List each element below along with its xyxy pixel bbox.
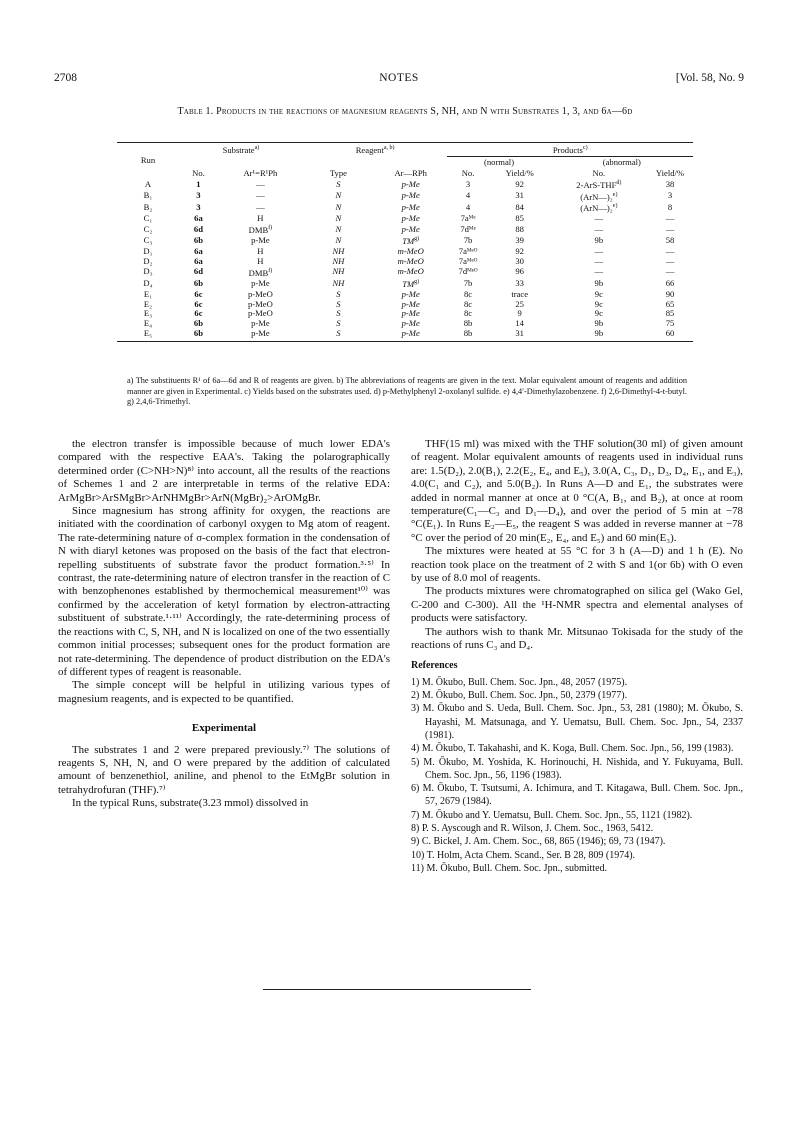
experimental-heading: Experimental xyxy=(191,722,257,735)
table-body xyxy=(117,179,693,339)
cell-abnormal-yield: 90 xyxy=(665,288,675,299)
cell-run: C₁ xyxy=(143,212,153,223)
cell-ar: p-Me xyxy=(251,318,270,329)
cell-arrph: p-Me xyxy=(401,318,420,329)
table-row xyxy=(117,329,693,339)
cell-type: NH xyxy=(332,266,345,277)
cell-abnormal-yield: — xyxy=(665,245,675,256)
cell-yield: 96 xyxy=(515,266,524,277)
cell-ar: p-Me xyxy=(251,328,270,339)
cell-run: C₃ xyxy=(143,235,153,246)
cell-arrph: m-MeO xyxy=(397,245,424,256)
cell-product-no: 4 xyxy=(465,190,471,201)
cell-ar: p-MeO xyxy=(247,288,273,299)
reference-item: 1) M. Ōkubo, Bull. Chem. Soc. Jpn., 48, 2057 (1975). xyxy=(411,676,628,688)
cell-substrate-no: 6b xyxy=(193,278,203,289)
body-paragraph: The authors wish to thank Mr. Mitsunao Tokisada for the study of the reactions of runs C₃ and D₄. xyxy=(411,625,743,652)
cell-run: B₂ xyxy=(143,202,153,213)
col-run: Run xyxy=(140,155,156,166)
body-paragraph: Since magnesium has strong affinity for oxygen, the reactions are initiated with the coordination of carbonyl oxygen to Mg atom of reagent. The rate-determining nature of σ-complex formation in the condensation of N with diaryl ketones was proposed on the basis of the fact that electron-repelling substituents of substrate favor the product formation.³·⁵⁾ In contrast, the rate-determining nature of electron transfer in the reaction of C with benzophenones established by thermochemical measurement¹⁰⁾ was confirmed by the acceleration of ketyl formation by electron-attracting substituent of substrate.¹·¹¹⁾ Accordingly, the rate-determining process of the reactions with C, S, NH, and N is localized on one of the two essentially common initial processes; subsequent ones for the product formation are not rate-determining. The dependence of product distribution on the EDA's of different types of reagent is reasonable. xyxy=(58,505,390,678)
cell-substrate-no: 6c xyxy=(194,288,203,299)
cell-product-no: 7aᴹᵉ xyxy=(460,212,476,223)
cell-product-no: 7dᴹᵉ xyxy=(460,223,476,234)
cell-abnormal-yield: 85 xyxy=(665,308,675,319)
cell-type: S xyxy=(336,288,341,299)
cell-ar: p-MeO xyxy=(247,308,273,319)
cell-type: S xyxy=(336,298,341,309)
cell-ar: DMB$^{f)}$ xyxy=(248,224,273,235)
cell-ar: H xyxy=(257,212,264,223)
col-reagent: Reagent$^{a, b)}$ xyxy=(355,145,395,156)
table-row xyxy=(117,191,693,203)
references xyxy=(411,659,743,876)
col-yield: Yield/% xyxy=(505,167,534,178)
section-title: NOTES xyxy=(379,72,419,84)
cell-ar: — xyxy=(256,202,265,213)
table-row xyxy=(117,267,693,279)
cell-yield: 92 xyxy=(515,245,524,256)
table-row xyxy=(117,257,693,267)
reference-item: 7) M. Ōkubo and Y. Uematsu, Bull. Chem. Soc. Jpn., 55, 1121 (1982). xyxy=(411,809,693,821)
cell-yield: 92 xyxy=(515,178,524,189)
cell-abnormal-no: — xyxy=(594,266,604,277)
cell-abnormal-yield: 58 xyxy=(665,235,675,246)
body-paragraph: The products mixtures were chromatographed on silica gel (Wako Gel, C-200 and C-300). All the ¹H-NMR spectra and elemental analyses of products were satisfactory. xyxy=(411,585,743,625)
cell-product-no: 8b xyxy=(463,318,473,329)
cell-arrph: TM$^{g)}$ xyxy=(402,279,420,290)
cell-arrph: m-MeO xyxy=(397,266,424,277)
cell-type: N xyxy=(335,202,342,213)
cell-yield: 30 xyxy=(515,255,524,266)
cell-abnormal-no: (ArN—)₂$^{e)}$ xyxy=(580,203,618,214)
cell-substrate-no: 6a xyxy=(194,255,203,266)
cell-ar: H xyxy=(257,245,264,256)
col-ayield: Yield/% xyxy=(655,167,685,178)
cell-yield: 88 xyxy=(515,223,524,234)
cell-substrate-no: 3 xyxy=(196,190,201,201)
col-pno: No. xyxy=(461,167,475,178)
reference-item: 11) M. Ōkubo, Bull. Chem. Soc. Jpn., submitted. xyxy=(411,862,608,874)
cell-run: D₂ xyxy=(143,255,153,266)
col-abnormal: (abnormal) xyxy=(551,156,693,168)
cell-yield: 31 xyxy=(515,190,524,201)
cell-run: E₅ xyxy=(143,328,153,339)
cell-run: A xyxy=(144,178,152,189)
cell-yield: 33 xyxy=(515,278,524,289)
cell-run: D₄ xyxy=(143,278,153,289)
col-ano: No. xyxy=(592,167,606,178)
experimental-paragraph: In the typical Runs, substrate(3.23 mmol) dissolved in xyxy=(72,797,309,810)
cell-arrph: p-Me xyxy=(401,178,420,189)
cell-substrate-no: 3 xyxy=(196,202,201,213)
cell-type: N xyxy=(335,190,342,201)
body-paragraph: The mixtures were heated at 55 °C for 3 h (A—D) and 1 h (E). No reaction took place on the treatment of 2 with S and 1(or 6b) with O even by use of 8.0 mol of reagents. xyxy=(411,545,743,585)
cell-arrph: p-Me xyxy=(401,298,420,309)
table-row xyxy=(117,214,693,224)
cell-ar: H xyxy=(257,255,264,266)
col-products: Products$^{c)}$ xyxy=(552,144,588,155)
cell-abnormal-yield: — xyxy=(665,266,675,277)
reference-item: 4) M. Ōkubo, T. Takahashi, and K. Koga, Bull. Chem. Soc. Jpn., 56, 199 (1983). xyxy=(411,743,734,755)
cell-product-no: 3 xyxy=(465,178,471,189)
cell-yield: 25 xyxy=(515,298,524,309)
cell-abnormal-no: 9b xyxy=(594,328,604,339)
products-table xyxy=(117,142,693,342)
experimental-paragraph: The substrates 1 and 2 were prepared previously.⁷⁾ The solutions of reagents S, NH, N, and O were prepared by the addition of calculated amount of benzenethiol, aniline, and phenol to the EtMgBr solution in tetrahydrofuran (THF).⁷⁾ xyxy=(58,743,390,796)
cell-abnormal-yield: 8 xyxy=(667,202,673,213)
cell-arrph: TM$^{g)}$ xyxy=(402,236,420,247)
cell-abnormal-yield: — xyxy=(665,223,675,234)
cell-ar: — xyxy=(256,190,265,201)
cell-run: D₃ xyxy=(143,266,153,277)
cell-type: NH xyxy=(332,255,345,266)
cell-product-no: 8c xyxy=(463,298,473,309)
page-number: 2708 xyxy=(54,72,77,84)
cell-abnormal-yield: — xyxy=(665,255,675,266)
cell-abnormal-no: — xyxy=(594,255,604,266)
cell-run: E₁ xyxy=(143,288,153,299)
cell-arrph: p-Me xyxy=(401,190,420,201)
cell-arrph: p-Me xyxy=(401,212,420,223)
right-column xyxy=(411,438,743,875)
cell-product-no: 7aᴹᵉᴼ xyxy=(458,255,478,266)
cell-ar: DMB$^{f)}$ xyxy=(248,267,273,278)
cell-abnormal-no: 9c xyxy=(594,308,603,319)
cell-substrate-no: 1 xyxy=(196,178,201,189)
end-rule xyxy=(263,989,531,990)
cell-arrph: p-Me xyxy=(401,202,420,213)
cell-arrph: m-MeO xyxy=(397,255,424,266)
cell-product-no: 7aᴹᵉᴼ xyxy=(458,245,478,256)
cell-substrate-no: 6d xyxy=(193,223,203,234)
left-column xyxy=(58,438,390,811)
cell-product-no: 7dᴹᵉᴼ xyxy=(458,266,478,277)
cell-abnormal-yield: 75 xyxy=(665,318,675,329)
cell-yield: 14 xyxy=(515,318,524,329)
table-caption: Table 1. Products in the reactions of magnesium reagents S, NH, and N with Substrates 1, 3, and 6a—6d xyxy=(177,106,633,117)
cell-abnormal-no: — xyxy=(594,223,604,234)
cell-run: E₂ xyxy=(143,298,153,309)
body-paragraph: The simple concept will be helpful in utilizing various types of magnesium reagents, and is expected to be quantified. xyxy=(58,679,390,705)
cell-abnormal-no: 9b xyxy=(594,278,604,289)
table-row xyxy=(117,224,693,236)
cell-run: B₁ xyxy=(143,190,153,201)
cell-product-no: 8c xyxy=(463,288,473,299)
cell-abnormal-no: 9c xyxy=(594,298,603,309)
cell-ar: p-Me xyxy=(251,278,270,289)
cell-abnormal-no: (ArN—)₂$^{e)}$ xyxy=(580,191,618,202)
table-row xyxy=(117,179,693,191)
cell-type: N xyxy=(335,235,342,246)
col-arrph: Ar—RPh xyxy=(394,167,427,178)
cell-product-no: 8c xyxy=(463,308,473,319)
cell-abnormal-no: 9b xyxy=(594,235,604,246)
cell-substrate-no: 6c xyxy=(194,308,203,319)
cell-abnormal-no: 9b xyxy=(594,318,604,329)
col-type: Type xyxy=(329,167,347,178)
cell-substrate-no: 6d xyxy=(193,266,203,277)
cell-substrate-no: 6c xyxy=(194,298,203,309)
cell-type: N xyxy=(335,212,342,223)
cell-substrate-no: 6a xyxy=(194,212,203,223)
cell-type: N xyxy=(335,223,342,234)
cell-arrph: p-Me xyxy=(401,308,420,319)
cell-substrate-no: 6b xyxy=(193,235,203,246)
col-no: No. xyxy=(192,167,205,178)
reference-item: 9) C. Bickel, J. Am. Chem. Soc., 68, 865 (1946); 69, 73 (1947). xyxy=(411,836,666,848)
col-ar: Ar¹=R¹Ph xyxy=(243,167,278,178)
cell-type: NH xyxy=(332,278,345,289)
cell-substrate-no: 6b xyxy=(193,318,203,329)
body-paragraph: the electron transfer is impossible because of much lower EDA's compared with the respective EAA's. Taking the polarographically determined order (C>NH>N)⁸⁾ into account, all the results of the reactions of Schemes 1 and 2 are interpretable in terms of the relative EDA: ArMgBr>ArSMgBr>ArNHMgBr>ArN(MgBr)₂>ArOMgBr. xyxy=(58,438,390,504)
reference-item: 2) M. Ōkubo, Bull. Chem. Soc. Jpn., 50, 2379 (1977). xyxy=(411,690,628,702)
cell-product-no: 7b xyxy=(463,235,473,246)
table-footnotes: a) The substituents R¹ of 6a—6d and R of reagents are given. b) The abbreviations of reagents are given in the text. Molar equivalent amount of reagents and addition manner are given in Experimental. c) Yields based on the substrates used. d) p-Methylphenyl 2-oxolanyl sulfide. e) 4,4′-Dimethylazobenzene. f) 2,6-Dimethyl-4-t-butyl. g) 2,4,6-Trimethyl. xyxy=(127,376,687,407)
cell-product-no: 8b xyxy=(463,328,473,339)
cell-substrate-no: 6b xyxy=(193,328,203,339)
cell-substrate-no: 6a xyxy=(194,245,203,256)
cell-abnormal-yield: 3 xyxy=(667,190,673,201)
cell-yield: trace xyxy=(511,288,529,299)
running-header xyxy=(54,72,744,88)
reference-item: 10) T. Holm, Acta Chem. Scand., Ser. B 28, 809 (1974). xyxy=(411,849,636,861)
cell-run: E₃ xyxy=(143,308,153,319)
cell-type: S xyxy=(336,318,341,329)
cell-abnormal-yield: 66 xyxy=(665,278,675,289)
references-heading: References xyxy=(411,659,458,671)
cell-arrph: p-Me xyxy=(401,328,420,339)
cell-abnormal-no: 9c xyxy=(594,288,603,299)
cell-abnormal-no: 2-ArS-THF$^{d)}$ xyxy=(576,179,622,190)
cell-run: D₁ xyxy=(143,245,153,256)
cell-yield: 84 xyxy=(515,202,524,213)
cell-ar: — xyxy=(256,178,265,189)
reference-item: 3) M. Ōkubo and S. Ueda, Bull. Chem. Soc. Jpn., 53, 281 (1980); M. Ōkubo, S. Hayashi, M. Matsunaga, and Y. Uematsu, Bull. Chem. Soc. Jpn., 54, 2337 (1981). xyxy=(411,703,743,741)
cell-abnormal-yield: 60 xyxy=(665,328,675,339)
cell-yield: 31 xyxy=(515,328,524,339)
col-normal: (normal) xyxy=(447,156,550,168)
cell-run: E₄ xyxy=(143,318,153,329)
cell-product-no: 4 xyxy=(465,202,471,213)
cell-yield: 9 xyxy=(517,308,522,319)
body-paragraph: THF(15 ml) was mixed with the THF solution(30 ml) of given amount of reagent. Molar equivalent amounts of reagents used in individual runs are: 1.5(D₂), 2.0(B₁), 2.2(E₂, E₄, and E₅), 3.0(A, C₃, D₁, D₃, D₄, E₁, and E₃), 4.0(C₁ and C₂), and 5.0(B₂). In Runs A—D and E₁, the substrates were added in normal manner at once at 0 °C(A, B₁, and B₂), at once at room temperature(C₁—C₃ and D₁—D₄), and over the period of 5 min at −78 °C(E₁). In Runs E₂—E₅, the reagent S was added in reverse manner at −78 °C over the period of 20 min(E₂, E₄, and E₅) and 60 min(E₃). xyxy=(411,438,743,544)
cell-abnormal-no: — xyxy=(594,212,604,223)
cell-type: NH xyxy=(332,245,345,256)
cell-type: S xyxy=(336,328,341,339)
cell-abnormal-yield: — xyxy=(665,212,675,223)
reference-item: 5) M. Ōkubo, M. Yoshida, K. Horinouchi, H. Nishida, and Y. Fukuyama, Bull. Chem. Soc. Jpn., 56, 1196 (1983). xyxy=(411,756,743,781)
reference-item: 6) M. Ōkubo, T. Tsutsumi, A. Ichimura, and T. Kitagawa, Bull. Chem. Soc. Jpn., 57, 2679 (1984). xyxy=(411,783,743,808)
cell-ar: p-MeO xyxy=(247,298,273,309)
cell-ar: p-Me xyxy=(251,235,270,246)
cell-arrph: p-Me xyxy=(401,288,420,299)
reference-item: 8) P. S. Ayscough and R. Wilson, J. Chem. Soc., 1963, 5412. xyxy=(411,823,654,835)
table-bottom-rule xyxy=(117,341,693,342)
cell-arrph: p-Me xyxy=(401,223,420,234)
cell-run: C₂ xyxy=(143,223,153,234)
col-substrate: Substrate$^{a)}$ xyxy=(222,145,260,156)
cell-type: S xyxy=(336,178,341,189)
cell-yield: 39 xyxy=(515,235,524,246)
cell-abnormal-yield: 65 xyxy=(665,298,675,309)
cell-abnormal-yield: 38 xyxy=(665,178,675,189)
cell-type: S xyxy=(336,308,341,319)
cell-yield: 85 xyxy=(515,212,524,223)
cell-abnormal-no: — xyxy=(594,245,604,256)
cell-product-no: 7b xyxy=(463,278,473,289)
volume-info: [Vol. 58, No. 9 xyxy=(675,72,744,84)
